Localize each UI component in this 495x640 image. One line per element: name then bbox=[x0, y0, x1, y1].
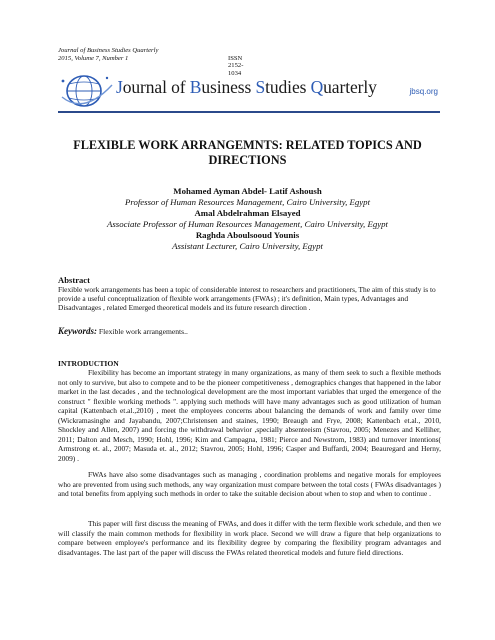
journal-title-part: S bbox=[255, 77, 266, 97]
journal-title-part: Q bbox=[310, 77, 324, 97]
paper-title-line: FLEXIBLE WORK ARRANGEMNTS: RELATED TOPICS AND bbox=[73, 138, 422, 152]
journal-title-part: B bbox=[189, 77, 202, 97]
journal-title-part: ournal of bbox=[122, 77, 190, 97]
journal-title-part: uarterly bbox=[323, 77, 377, 97]
journal-title-part: J bbox=[116, 77, 123, 97]
keywords-text: Flexible work arrangements.. bbox=[97, 327, 188, 336]
journal-issue-row bbox=[58, 54, 244, 77]
paper-title bbox=[50, 138, 445, 168]
introduction-paragraph: Flexibility has become an important strategy in many organizations, as many of them seek to such a flexible methods not only to survive, but also to compete and to be the pioneer competitiveness , demographics changes that happened in the labor market in the last decades , and the technological development are the most important variables that urged the emergence of the construct " flexible working methods ". applying such methods will have many advantages such as good utilization of human capital (Kattenbach et.al.,2010) , meet the employees concerns about balancing the demands of work and family over time (Wickramasinghe and Jayabandu, 2007;Christensen and staines, 1990; Breaugh and Frye, 2008; Kattenbach et.al., 2010, Shockley and Allen, 2007) and forcing the withdrawal behavior ,specially absenteeism (Stavrou, 2005; Menezes and Kelliher, 2011; Dalton and Mesch, 1990; Hohl, 1996; Kim and Campagna, 1981; Pierce and Newstrom, 1983) and turnover intentions( Armstrong et. al., 2007; Masuda et. al., 2012; Stavrou, 2005; Hohl, 1996; Casper and Buffardi, 2004; Beauregard and Herny, 2009) . bbox=[58, 368, 441, 463]
author-affiliation: Professor of Human Resources Management, Cairo University, Egypt bbox=[124, 197, 371, 207]
introduction-paragraph: This paper will first discuss the meaning of FWAs, and does it differ with the term flexible work schedule, and then we will classify the main common methods for flexibility in work place. Second we will draw a figure that help organizations to compare between employee's performance and its flexibility degree by comparing the flexibility program advantages and disadvantages. The last part of the paper will discuss the FWAs related theoretical models and future field directions. bbox=[58, 519, 441, 557]
author-name: Mohamed Ayman Abdel- Latif Ashoush bbox=[173, 186, 322, 196]
journal-title-part: usiness bbox=[201, 77, 256, 97]
abstract-heading: Abstract bbox=[58, 275, 90, 285]
journal-banner bbox=[58, 71, 440, 113]
author-list bbox=[40, 186, 455, 252]
globe-logo-icon bbox=[58, 71, 116, 111]
journal-issn: ISSN 2152-1034 bbox=[228, 54, 244, 77]
journal-header bbox=[58, 47, 244, 77]
author-affiliation: Assistant Lecturer, Cairo University, Egypt bbox=[172, 241, 323, 251]
journal-name: Journal of Business Studies Quarterly bbox=[58, 47, 159, 54]
journal-issue: 2015, Volume 7, Number 1 bbox=[58, 54, 129, 62]
journal-url: jbsq.org bbox=[409, 87, 438, 96]
keywords-label: Keywords: bbox=[58, 326, 97, 336]
journal-title bbox=[116, 77, 377, 98]
keywords-line bbox=[58, 326, 188, 336]
abstract-text: Flexible work arrangements has been a topic of considerable interest to researchers and practitioners, The aim of this study is to provide a useful conceptualization of flexible work arrangements (FWAs) ; it's definition, Main types, Advantages and Disadvantages , related Emerged theoretical models and its future research direction . bbox=[58, 285, 436, 313]
journal-title-part: tudies bbox=[265, 77, 311, 97]
introduction-paragraph: FWAs have also some disadvantages such as managing , coordination problems and negative morals for employees who are prevented from using such methods, any way organization must compare between the total costs ( FWAs disadvantages ) and total benefits from applying such methods in order to take the suitable decision about when to stop and when to continue . bbox=[58, 470, 441, 498]
author-name: Amal Abdelrahman Elsayed bbox=[194, 208, 301, 218]
introduction-heading: INTRODUCTION bbox=[58, 359, 119, 368]
author-affiliation: Associate Professor of Human Resources Management, Cairo University, Egypt bbox=[107, 219, 388, 229]
author-name: Raghda Aboulsooud Younis bbox=[195, 230, 300, 240]
paper-title-line: DIRECTIONS bbox=[208, 153, 287, 167]
